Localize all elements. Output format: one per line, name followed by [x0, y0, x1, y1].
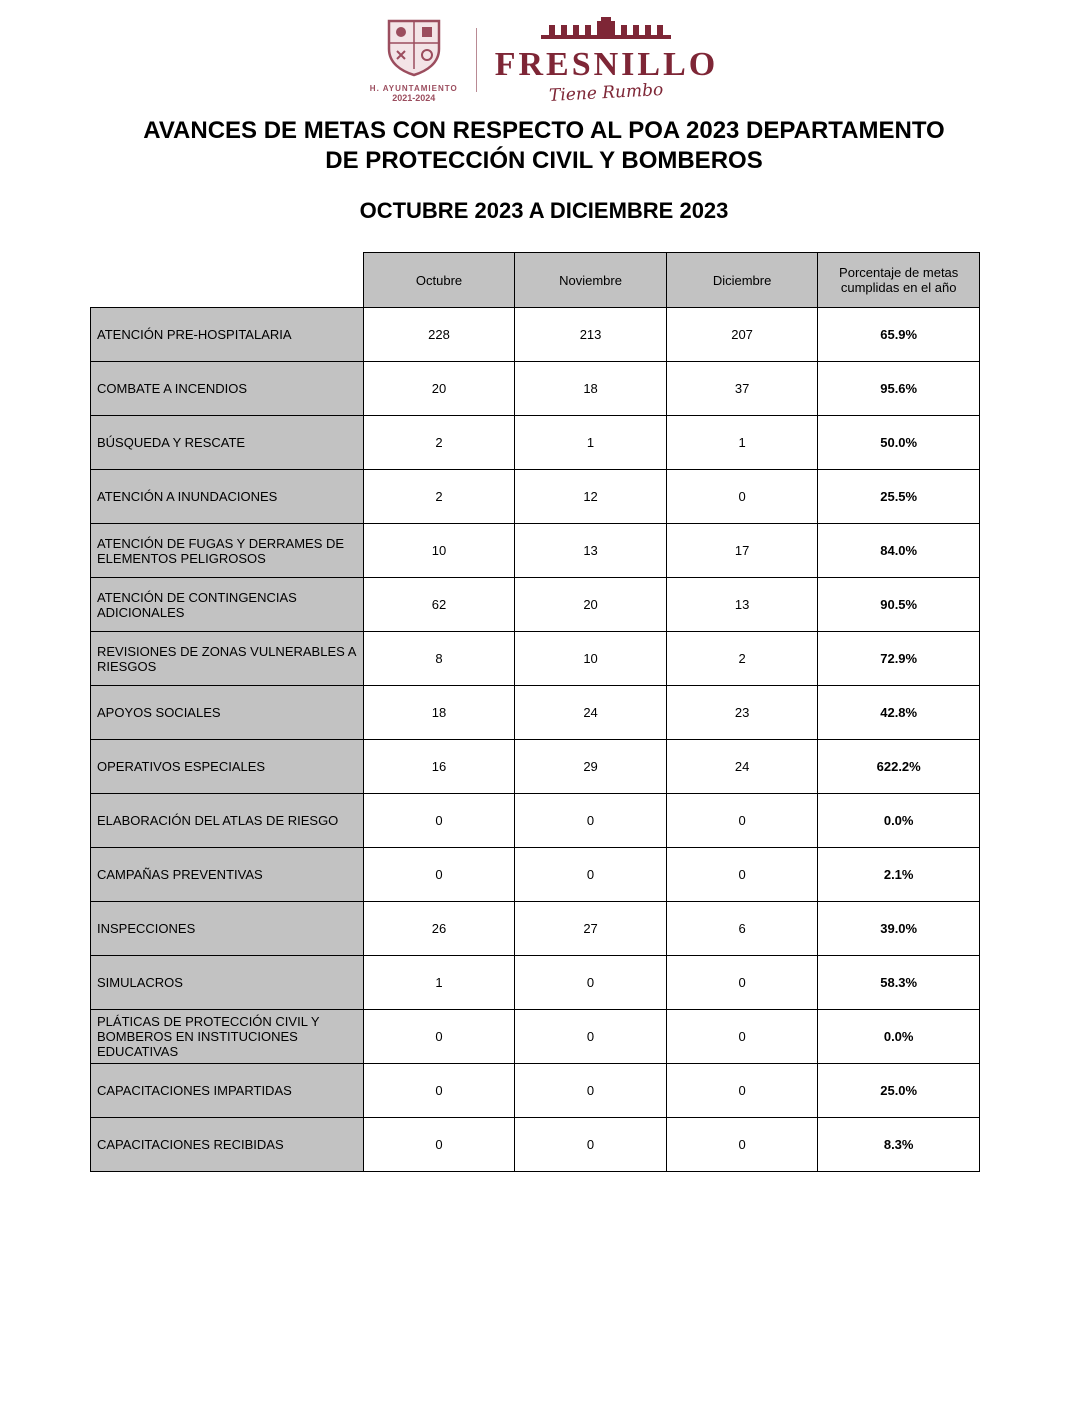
row-label: OPERATIVOS ESPECIALES: [91, 740, 364, 794]
column-header-noviembre: Noviembre: [515, 253, 667, 308]
row-value: 207: [666, 308, 818, 362]
row-value: 0: [363, 794, 515, 848]
row-label: CAPACITACIONES RECIBIDAS: [91, 1118, 364, 1172]
column-header-diciembre: Diciembre: [666, 253, 818, 308]
row-value: 8: [363, 632, 515, 686]
page-title: [0, 116, 1088, 176]
table-row: [91, 470, 980, 524]
row-pct: 39.0%: [818, 902, 980, 956]
row-value: 0: [666, 1010, 818, 1064]
table-row: [91, 794, 980, 848]
row-label: CAPACITACIONES IMPARTIDAS: [91, 1064, 364, 1118]
row-value: 0: [666, 1064, 818, 1118]
page-subtitle: OCTUBRE 2023 A DICIEMBRE 2023: [359, 198, 729, 223]
row-value: 10: [515, 632, 667, 686]
row-value: 0: [666, 794, 818, 848]
row-value: 2: [363, 416, 515, 470]
row-label: ATENCIÓN DE CONTINGENCIAS ADICIONALES: [91, 578, 364, 632]
row-pct: 25.5%: [818, 470, 980, 524]
table-row: [91, 578, 980, 632]
logo-divider: [476, 28, 477, 92]
row-value: 0: [666, 1118, 818, 1172]
row-pct: 42.8%: [818, 686, 980, 740]
row-value: 13: [666, 578, 818, 632]
table-row: [91, 632, 980, 686]
table-row: [91, 308, 980, 362]
crest-caption: H. AYUNTAMIENTO: [369, 84, 458, 93]
column-header-octubre: Octubre: [363, 253, 515, 308]
row-value: 10: [363, 524, 515, 578]
page-title-line2: DE PROTECCIÓN CIVIL Y BOMBEROS: [325, 147, 763, 174]
table-row: [91, 686, 980, 740]
row-value: 29: [515, 740, 667, 794]
row-value: 20: [515, 578, 667, 632]
header-row: [91, 253, 980, 308]
table-body: [91, 308, 980, 1172]
brand-tagline: Tiene Rumbo: [548, 80, 665, 106]
row-value: 213: [515, 308, 667, 362]
row-pct: 2.1%: [818, 848, 980, 902]
row-pct: 25.0%: [818, 1064, 980, 1118]
row-value: 0: [363, 1010, 515, 1064]
row-value: 0: [515, 1010, 667, 1064]
row-value: 0: [515, 1118, 667, 1172]
row-value: 0: [363, 1118, 515, 1172]
row-value: 0: [363, 848, 515, 902]
crest-years: 2021-2024: [392, 93, 436, 103]
row-value: 0: [515, 1064, 667, 1118]
row-pct: 95.6%: [818, 362, 980, 416]
row-value: 24: [666, 740, 818, 794]
table-row: [91, 848, 980, 902]
row-value: 0: [515, 956, 667, 1010]
row-value: 62: [363, 578, 515, 632]
row-value: 20: [363, 362, 515, 416]
row-value: 0: [515, 848, 667, 902]
row-label: BÚSQUEDA Y RESCATE: [91, 416, 364, 470]
row-label: INSPECCIONES: [91, 902, 364, 956]
row-pct: 622.2%: [818, 740, 980, 794]
row-value: 17: [666, 524, 818, 578]
row-value: 2: [666, 632, 818, 686]
row-value: 2: [363, 470, 515, 524]
row-value: 16: [363, 740, 515, 794]
table-row: [91, 362, 980, 416]
row-value: 13: [515, 524, 667, 578]
table-row: [91, 416, 980, 470]
row-label: ATENCIÓN A INUNDACIONES: [91, 470, 364, 524]
row-value: 23: [666, 686, 818, 740]
row-value: 26: [363, 902, 515, 956]
row-value: 18: [515, 362, 667, 416]
row-value: 228: [363, 308, 515, 362]
metrics-table: [90, 252, 980, 1172]
table-row: [91, 956, 980, 1010]
row-label: CAMPAÑAS PREVENTIVAS: [91, 848, 364, 902]
row-pct: 65.9%: [818, 308, 980, 362]
row-pct: 72.9%: [818, 632, 980, 686]
row-label: REVISIONES DE ZONAS VULNERABLES A RIESGOS: [91, 632, 364, 686]
row-value: 1: [666, 416, 818, 470]
row-value: 37: [666, 362, 818, 416]
row-value: 1: [515, 416, 667, 470]
table-row: [91, 1010, 980, 1064]
brand-name: FRESNILLO: [494, 46, 719, 83]
row-label: ELABORACIÓN DEL ATLAS DE RIESGO: [91, 794, 364, 848]
row-label: COMBATE A INCENDIOS: [91, 362, 364, 416]
metrics-table-wrap: [90, 252, 1088, 1172]
corner-cell: [91, 253, 364, 308]
row-pct: 0.0%: [818, 794, 980, 848]
table-row: [91, 1064, 980, 1118]
row-value: 24: [515, 686, 667, 740]
table-row: [91, 1118, 980, 1172]
row-pct: 50.0%: [818, 416, 980, 470]
row-pct: 0.0%: [818, 1010, 980, 1064]
row-value: 0: [666, 956, 818, 1010]
row-label: ATENCIÓN PRE-HOSPITALARIA: [91, 308, 364, 362]
row-label: APOYOS SOCIALES: [91, 686, 364, 740]
fresnillo-logo: [494, 17, 719, 106]
row-value: 27: [515, 902, 667, 956]
row-value: 0: [363, 1064, 515, 1118]
table-row: [91, 902, 980, 956]
crest-icon: [385, 17, 443, 82]
row-label: SIMULACROS: [91, 956, 364, 1010]
row-value: 0: [666, 470, 818, 524]
row-value: 18: [363, 686, 515, 740]
page-title-line1: AVANCES DE METAS CON RESPECTO AL POA 2023 DEPARTAMENTO: [143, 117, 945, 144]
building-icon: [531, 17, 681, 48]
row-pct: 84.0%: [818, 524, 980, 578]
row-value: 0: [515, 794, 667, 848]
table-row: [91, 740, 980, 794]
row-pct: 58.3%: [818, 956, 980, 1010]
row-label: ATENCIÓN DE FUGAS Y DERRAMES DE ELEMENTOS PELIGROSOS: [91, 524, 364, 578]
table-row: [91, 524, 980, 578]
row-value: 0: [666, 848, 818, 902]
row-pct: 8.3%: [818, 1118, 980, 1172]
header-logo-band: [0, 12, 1088, 108]
row-label: PLÁTICAS DE PROTECCIÓN CIVIL Y BOMBEROS EN INSTITUCIONES EDUCATIVAS: [91, 1010, 364, 1064]
column-header-porcentaje: Porcentaje de metas cumplidas en el año: [818, 253, 980, 308]
row-value: 6: [666, 902, 818, 956]
row-value: 12: [515, 470, 667, 524]
row-value: 1: [363, 956, 515, 1010]
municipal-crest: [370, 17, 458, 103]
row-pct: 90.5%: [818, 578, 980, 632]
